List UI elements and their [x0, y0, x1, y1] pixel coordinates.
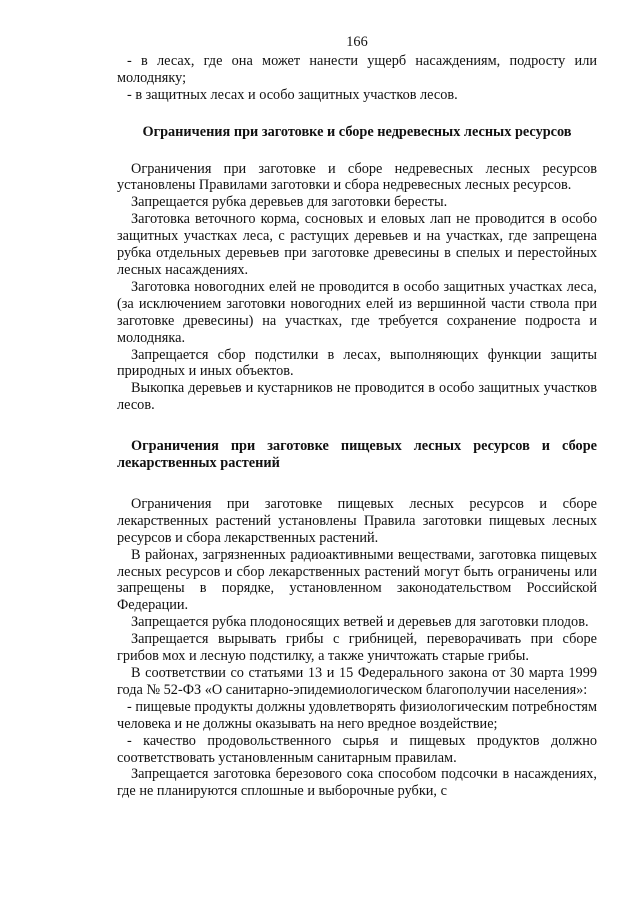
document-page	[117, 34, 597, 800]
paragraph: Ограничения при заготовке и сборе недревесных лесных ресурсов установлены Правилами заготовки и сбора недревесных лесных ресурсов.	[117, 160, 597, 194]
paragraph: Заготовка веточного корма, сосновых и еловых лап не проводится в особо защитных участках леса, с растущих деревьев и на участках, где запрещена рубка отдельных деревьев при заготовке древесины в спелых и перестойных лесных насаждениях.	[117, 211, 597, 278]
list-item: - в лесах, где она может нанести ущерб насаждениям, подросту или молодняку;	[117, 52, 597, 86]
section-heading: Ограничения при заготовке пищевых лесных ресурсов и сборе лекарственных растений	[117, 438, 597, 472]
paragraph: Запрещается вырывать грибы с грибницей, переворачивать при сборе грибов мох и лесную подстилку, а также уничтожать старые грибы.	[117, 631, 597, 665]
paragraph: В соответствии со статьями 13 и 15 Федерального закона от 30 марта 1999 года № 52-ФЗ «О санитарно-эпидемиологическом благополучии населения»:	[117, 665, 597, 698]
list-item: - пищевые продукты должны удовлетворять физиологическим потребностям человека и не должны оказывать на него вредное воздействие;	[117, 698, 597, 732]
spacer	[117, 104, 597, 124]
paragraph: В районах, загрязненных радиоактивными веществами, заготовка пищевых лесных ресурсов и сбор лекарственных растений могут быть ограничены или запрещены в порядке, установленном законодательством Российской Федерации.	[117, 546, 597, 614]
spacer	[117, 141, 597, 161]
paragraph: Запрещается рубка деревьев для заготовки бересты.	[131, 194, 448, 211]
spacer	[117, 414, 597, 438]
paragraph: Ограничения при заготовке пищевых лесных ресурсов и сборе лекарственных растений установлены Правила заготовки пищевых лесных ресурсов и сбора лекарственных растений.	[117, 495, 597, 546]
list-item: - качество продовольственного сырья и пищевых продуктов должно соответствовать установленным санитарным правилам.	[117, 732, 597, 766]
paragraph: Запрещается рубка плодоносящих ветвей и деревьев для заготовки плодов.	[131, 614, 589, 631]
list-item: - в защитных лесах и особо защитных участков лесов.	[127, 86, 458, 103]
paragraph: Запрещается сбор подстилки в лесах, выполняющих функции защиты природных и иных объектов.	[117, 346, 597, 380]
paragraph: Заготовка новогодних елей не проводится в особо защитных участках леса, (за исключением заготовки новогодних елей из вершинной части ствола при заготовке древесины) на участках, где требуется сохранение подроста и молодняка.	[117, 278, 597, 346]
section-heading: Ограничения при заготовке и сборе недревесных лесных ресурсов	[142, 123, 572, 140]
paragraph: Запрещается заготовка березового сока способом подсочки в насаждениях, где не планируются сплошные и выборочные рубки, с	[117, 766, 597, 800]
spacer	[117, 472, 597, 496]
paragraph: Выкопка деревьев и кустарников не проводится в особо защитных участков лесов.	[117, 380, 597, 414]
page-number: 166	[346, 34, 368, 50]
